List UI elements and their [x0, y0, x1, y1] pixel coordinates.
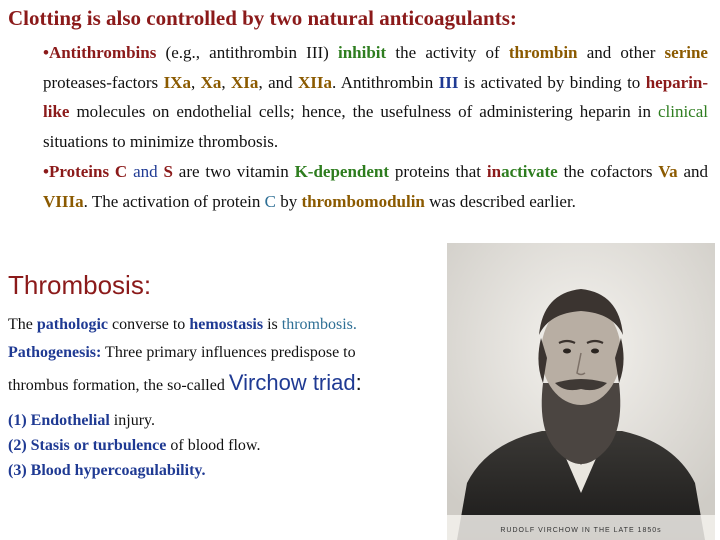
term-antithrombins: Antithrombins: [48, 43, 157, 62]
text: Three primary influences predispose to: [101, 344, 356, 361]
term-in: in: [486, 162, 502, 181]
virchow-portrait-photo: [447, 243, 715, 540]
list-text: of blood flow.: [166, 437, 261, 454]
term-inhibit: inhibit: [338, 43, 387, 62]
term-s: S: [163, 162, 173, 181]
portrait-illustration: [447, 243, 715, 540]
text: by: [275, 191, 302, 211]
text: and other: [577, 43, 665, 62]
term-thrombosis: thrombosis.: [281, 316, 357, 333]
list-item: [8, 458, 260, 483]
term-xia: XIa: [231, 72, 259, 92]
title-text: Clotting is also controlled by two natural anticoagulants: [8, 6, 510, 30]
thrombosis-heading: Thrombosis:: [8, 270, 152, 300]
term-pathogenesis: Pathogenesis:: [8, 344, 102, 361]
list-number: (3): [8, 462, 31, 479]
bullet-icon: •: [43, 162, 49, 181]
text: thrombus formation, the so-called: [8, 377, 229, 394]
text: converse to: [108, 316, 190, 333]
term-xiia: XIIa: [298, 72, 333, 92]
term-iii: III: [438, 72, 459, 92]
term-thrombomodulin: thrombomodulin: [301, 191, 425, 211]
term-virchow: Virchow: [228, 370, 307, 395]
antithrombins-paragraph: [43, 38, 708, 156]
text: and: [127, 162, 164, 181]
term-xa: Xa: [200, 72, 222, 92]
term-triad: triad: [306, 370, 356, 395]
text: is: [263, 316, 282, 333]
pathogenesis-line: [8, 340, 438, 366]
list-text: injury.: [109, 412, 155, 429]
text: molecules on endothelial cells; hence, the usefulness of administering heparin in: [69, 102, 658, 121]
text: proteases-factors: [43, 72, 164, 92]
list-number: (1): [8, 412, 31, 429]
term-serine: serine: [664, 43, 708, 62]
text: The: [8, 316, 37, 333]
list-term: Stasis or turbulence: [30, 437, 167, 454]
thrombosis-definition: [8, 312, 438, 338]
text: situations to minimize thrombosis.: [43, 131, 279, 151]
proteins-c-s-paragraph: [43, 157, 708, 216]
text: ,: [221, 72, 232, 92]
term-proteins-c: Proteins C: [48, 162, 128, 181]
list-number: (2): [8, 437, 31, 454]
virchow-triad-line: [8, 370, 438, 399]
text: :: [355, 370, 362, 395]
term-thrombin: thrombin: [508, 43, 578, 62]
text: are two vitamin: [172, 162, 295, 181]
term-clinical: clinical: [657, 102, 708, 121]
list-item: [8, 408, 260, 433]
text: is activated by binding to: [458, 72, 646, 92]
bullet-icon: •: [43, 43, 49, 62]
text: . The activation of protein: [83, 191, 265, 211]
list-term: Endothelial: [30, 412, 110, 429]
title-colon: :: [509, 6, 517, 30]
term-ixa: IXa: [163, 72, 191, 92]
triad-list: [8, 408, 260, 483]
term-pathologic: pathologic: [36, 316, 108, 333]
term-va: Va: [658, 162, 678, 181]
term-heparin-like: heparin-like: [43, 72, 709, 121]
list-item: [8, 433, 260, 458]
term-k-dependent: K-dependent: [294, 162, 390, 181]
text: . Antithrombin: [332, 72, 439, 92]
slide-title: [8, 6, 517, 31]
text: , and: [258, 72, 298, 92]
text: was described earlier.: [424, 191, 576, 211]
text: proteins that: [389, 162, 487, 181]
term-hemostasis: hemostasis: [189, 316, 264, 333]
text: the activity of: [386, 43, 509, 62]
photo-caption: RUDOLF VIRCHOW IN THE LATE 1850s: [500, 527, 662, 534]
term-c: C: [264, 191, 276, 211]
term-viiia: VIIIa: [43, 191, 84, 211]
text: (e.g., antithrombin III): [156, 43, 338, 62]
term-activate: activate: [501, 162, 558, 181]
text: and: [677, 162, 708, 181]
text: ,: [190, 72, 201, 92]
list-term: Blood hypercoagulability.: [30, 462, 206, 479]
text: the cofactors: [557, 162, 659, 181]
